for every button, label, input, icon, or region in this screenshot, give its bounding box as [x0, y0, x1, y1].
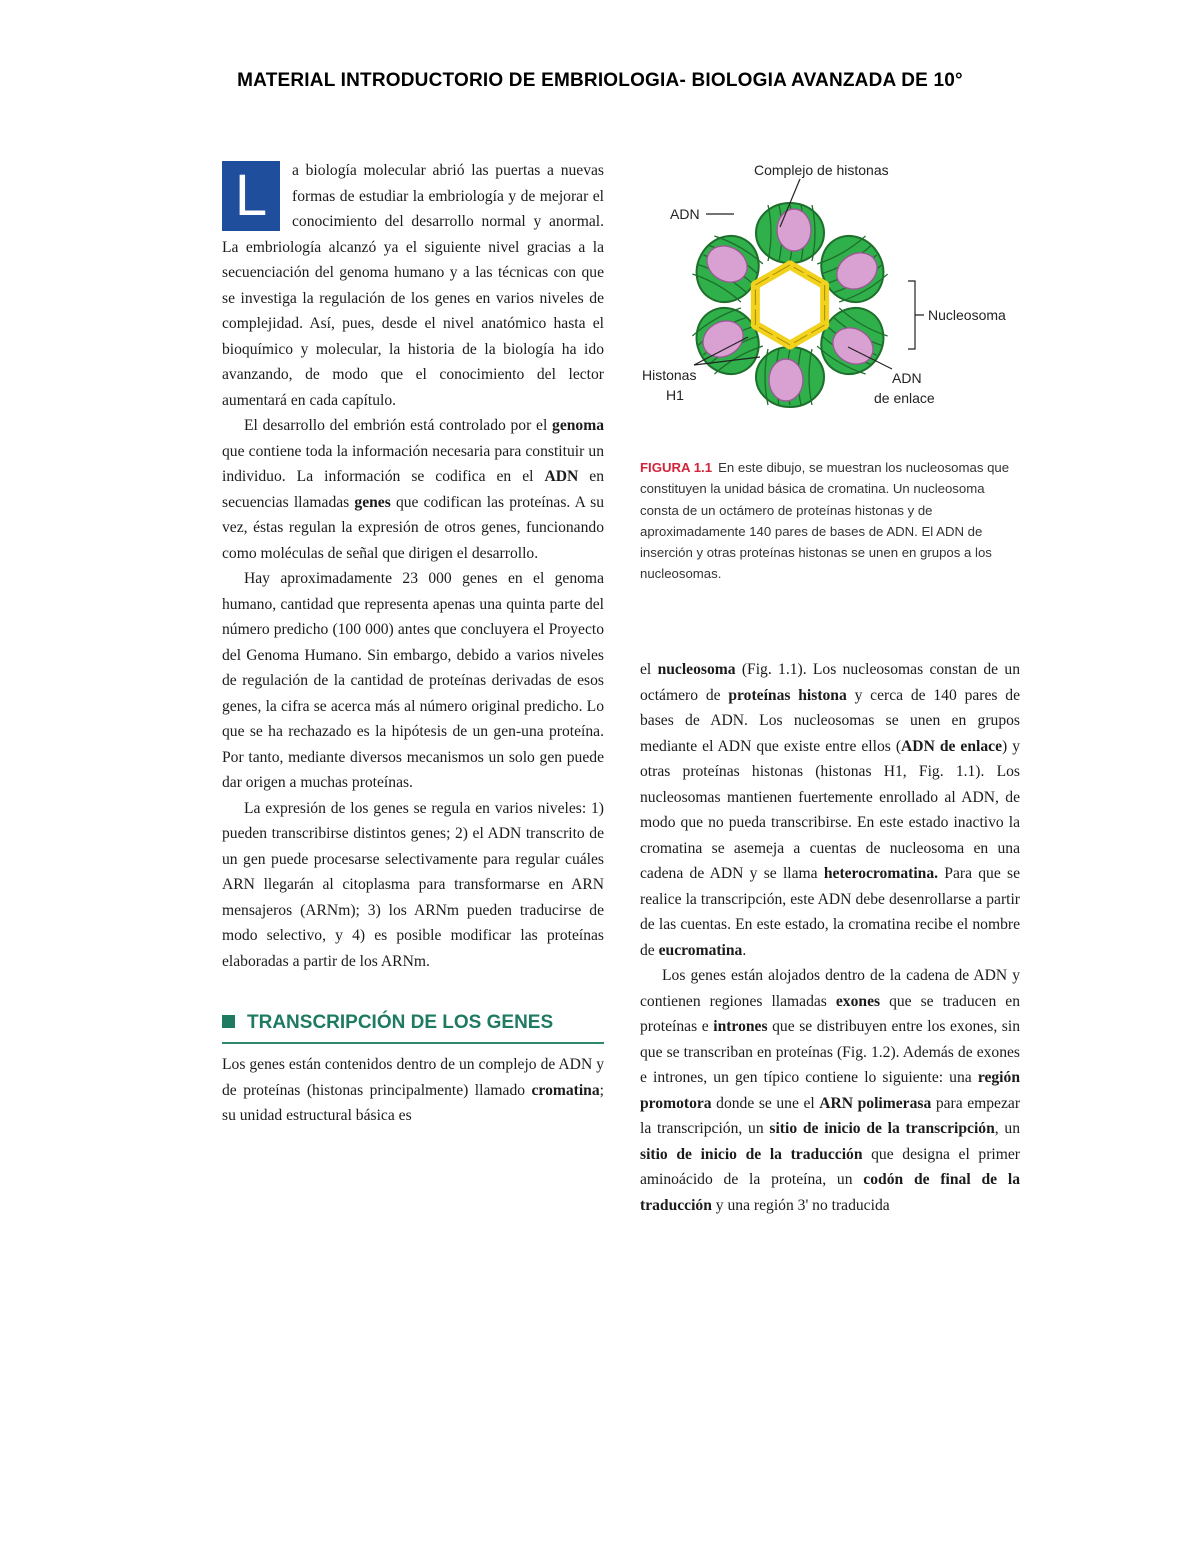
bracket-nucleosoma	[908, 281, 924, 349]
intro-paragraph: L a biología molecular abrió las puertas a nuevas formas de estudiar la embriología y de mejorar el conocimiento del desarrollo normal y anormal. La embriología alcanzó ya el siguiente nivel gracias a la secuenciación del genoma humano y a las técnicas con que se investiga la regulación de los genes en varios niveles de complejidad. Así, pues, desde el nivel anatómico hasta el bioquímico y molecular, la historia de la biología ha ido avanzando, de modo que el conocimiento del lector aumentará en cada capítulo.	[222, 162, 604, 409]
right-column	[640, 657, 1020, 1218]
paragraph-genes-count: Hay aproximadamente 23 000 genes en el genoma humano, cantidad que representa apenas una quinta parte del número predicho (100 000) antes que concluyera el Proyecto del Genoma Humano. Sin embargo, debido a varios niveles de regulación de la cantidad de proteínas derivadas de esos genes, la cifra se acerca más al número original predicho. Lo que se ha rechazado es la hipótesis de un gen-una proteína. Por tanto, mediante diversos mecanismos un solo gen puede dar origen a muchas proteínas.	[222, 570, 604, 791]
paragraph-cromatina: Los genes están contenidos dentro de un complejo de ADN y de proteínas (histonas principalmente) llamado cromatina; su unidad estructural básica es	[222, 1056, 604, 1124]
histone-core	[777, 209, 811, 251]
nucleosome-bead	[756, 203, 824, 263]
drop-cap: L	[222, 161, 280, 231]
caption-label: FIGURA 1.1	[640, 460, 713, 475]
section-square-icon	[222, 1015, 235, 1028]
page-header: MATERIAL INTRODUCTORIO DE EMBRIOLOGIA- BIOLOGIA AVANZADA DE 10°	[237, 70, 963, 91]
caption-text: En este dibujo, se muestran los nucleosomas que constituyen la unidad básica de cromatina. Un nucleosoma consta de un octámero de proteínas histonas y de aproximadamente 140 pares de bases de ADN. El ADN de inserción y otras proteínas histonas se unen en grupos a los nucleosomas.	[640, 460, 1010, 582]
label-h1: H1	[666, 387, 684, 403]
left-column	[222, 158, 604, 1129]
section-heading: TRANSCRIPCIÓN DE LOS GENES	[222, 1010, 604, 1044]
label-nucleosoma: Nucleosoma	[928, 307, 1006, 323]
label-histonas: Histonas	[642, 367, 697, 383]
label-adn: ADN	[670, 206, 700, 222]
nucleosome-diagram	[630, 155, 1030, 455]
nucleosome-bead	[756, 347, 824, 407]
figure-caption	[640, 457, 1022, 585]
paragraph-nucleosoma: el nucleosoma (Fig. 1.1). Los nucleosomas constan de un octámero de proteínas histona y cerca de 140 pares de bases de ADN. Los nucleosomas se unen en grupos mediante el ADN que existe entre ellos (ADN de enlace) y otras proteínas histonas (histonas H1, Fig. 1.1). Los nucleosomas mantienen fuertemente enrollado al ADN, de modo que no pueda transcribirse. En este estado inactivo la cromatina se asemeja a cuentas de nucleosoma en una cadena de ADN y se llama heterocromatina. Para que se realice la transcripción, este ADN debe desenrollarse a partir de las cuentas. En este estado, la cromatina recibe el nombre de eucromatina.	[640, 661, 1021, 959]
figure-nucleosome	[630, 155, 1030, 455]
paragraph-expression: La expresión de los genes se regula en varios niveles: 1) pueden transcribirse distintos genes; 2) el ADN transcrito de un gen puede procesarse selectivamente para regular cuáles ARN llegarán al citoplasma para transformarse en ARN mensajeros (ARNm); 3) los ARNm pueden traducirse de modo selectivo, y 4) es posible modificar las proteínas elaboradas a partir de los ARNm.	[222, 799, 604, 970]
histone-core	[769, 359, 803, 401]
label-adn-enlace-1: ADN	[892, 370, 922, 386]
label-complejo-histonas: Complejo de histonas	[754, 162, 889, 178]
label-adn-enlace-2: de enlace	[874, 390, 935, 406]
paragraph-exones: Los genes están alojados dentro de la cadena de ADN y contienen regiones llamadas exones que se traducen en proteínas e intrones que se distribuyen entre los exones, sin que se transcriban en proteínas (Fig. 1.2). Además de exones e intrones, un gen típico contiene lo siguiente: una región promotora donde se une el ARN polimerasa para empezar la transcripción, un sitio de inicio de la transcripción, un sitio de inicio de la traducción que designa el primer aminoácido de la proteína, un codón de final de la traducción y una región 3' no traducida	[640, 967, 1021, 1214]
paragraph-genoma: El desarrollo del embrión está controlado por el genoma que contiene toda la información necesaria para constituir un individuo. La información se codifica en el ADN en secuencias llamadas genes que codifican las proteínas. A su vez, éstas regulan la expresión de otros genes, funcionando como moléculas de señal que dirigen el desarrollo.	[222, 417, 605, 562]
